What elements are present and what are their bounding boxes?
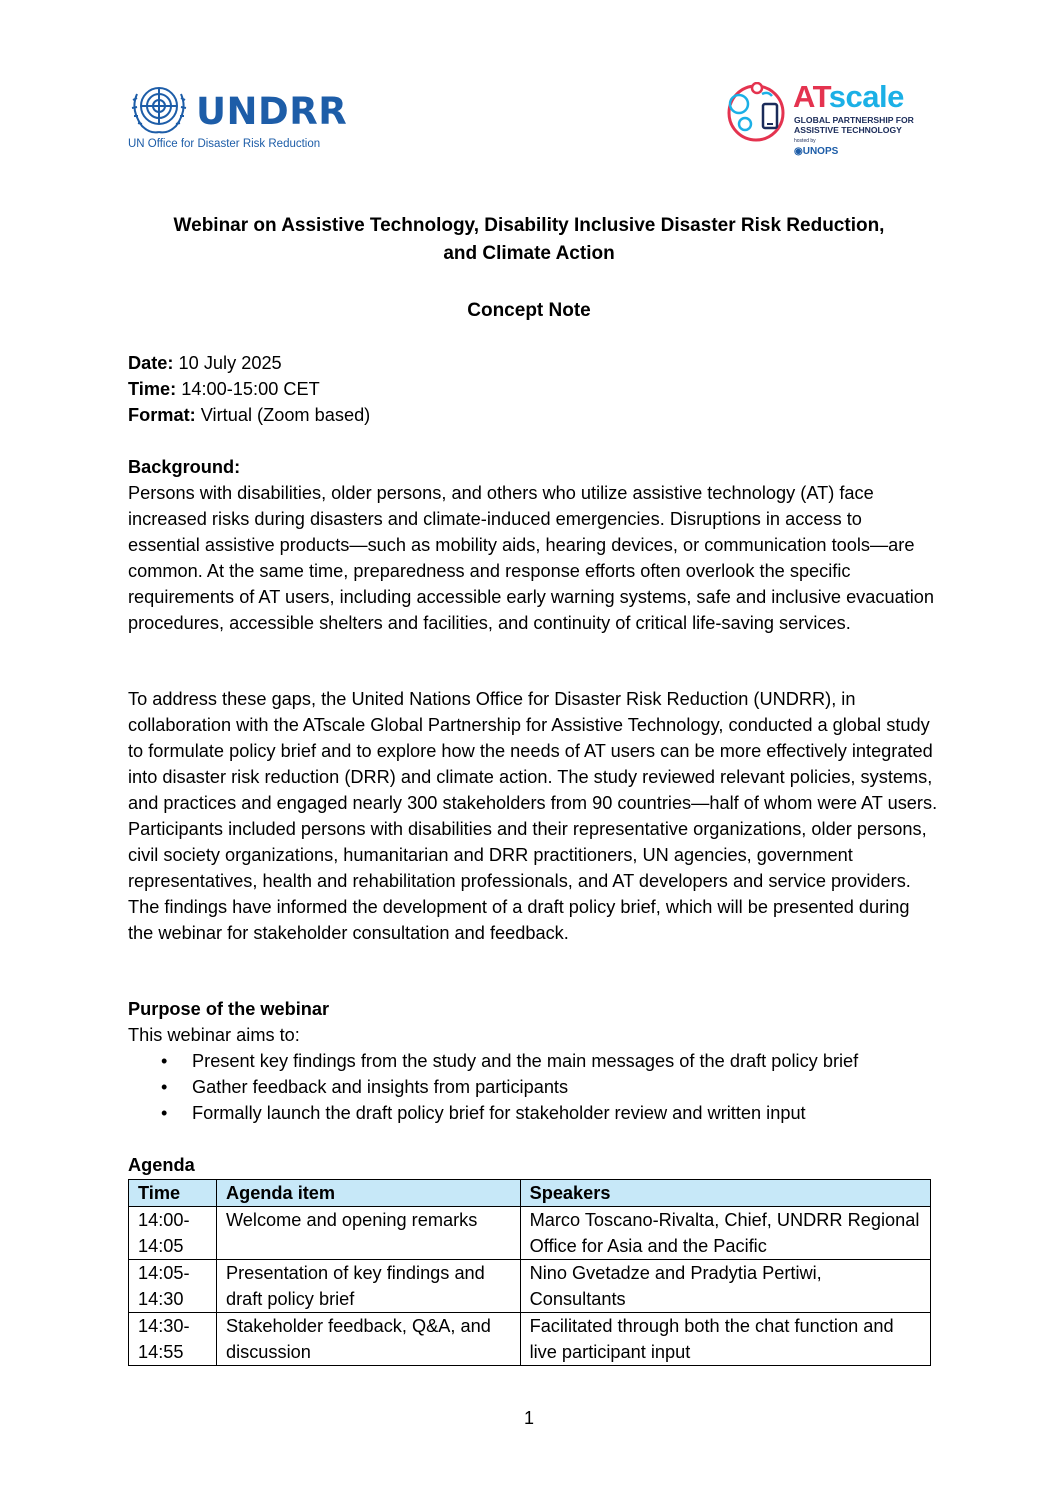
purpose-list [128, 1048, 938, 1126]
document-title-line1: Webinar on Assistive Technology, Disability Inclusive Disaster Risk Reduction, [173, 215, 885, 236]
speakers-cell: Marco Toscano-Rivalta, Chief, UNDRR Regional Office for Asia and the Pacific [520, 1207, 930, 1260]
unops-wordmark [794, 146, 838, 157]
column-header-speakers: Speakers [520, 1180, 930, 1207]
page-number: 1 [523, 1408, 534, 1428]
time-cell [129, 1313, 217, 1366]
document-subtitle: Concept Note [467, 300, 591, 321]
background-paragraph-1: Persons with disabilities, older persons, and others who utilize assistive technology (AT) face increased risks during disasters and climate-induced emergencies. Disruptions in access to essential assistive products—such as mobility aids, hearing devices, or communication tools—are common. At the same time, preparedness and response efforts often overlook the specific requirements of AT users, including accessible early warning systems, safe and inclusive evacuation procedures, accessible shelters and facilities, and continuity of critical life-saving services. [128, 483, 935, 633]
atscale-subtitle [794, 115, 914, 135]
time-end: 14:30 [138, 1289, 184, 1309]
undrr-logo [128, 80, 348, 155]
event-format [128, 402, 938, 428]
speakers-cell: Nino Gvetadze and Pradytia Pertiwi, Consultants [520, 1260, 930, 1313]
document-title-line2: and Climate Action [443, 243, 615, 264]
atscale-subtitle-line2: ASSISTIVE TECHNOLOGY [794, 125, 902, 135]
agenda-item-cell: Welcome and opening remarks [216, 1207, 520, 1260]
agenda-item-cell: Stakeholder feedback, Q&A, and discussion [216, 1313, 520, 1366]
purpose-heading: Purpose of the webinar [128, 999, 330, 1019]
event-time-value: 14:00-15:00 CET [176, 379, 320, 399]
agenda-header-row [129, 1180, 931, 1207]
time-cell [129, 1260, 217, 1313]
table-row [129, 1313, 931, 1366]
purpose-intro: This webinar aims to: [128, 1025, 300, 1045]
speakers-cell: Facilitated through both the chat function and live participant input [520, 1313, 930, 1366]
time-start: 14:30- [138, 1316, 190, 1336]
event-details [128, 350, 938, 428]
event-time [128, 376, 938, 402]
un-emblem-icon [128, 80, 190, 136]
time-cell [129, 1207, 217, 1260]
event-time-label: Time: [128, 379, 177, 399]
atscale-hosted-by: hosted by [794, 138, 816, 144]
atscale-subtitle-line1: GLOBAL PARTNERSHIP FOR [794, 115, 914, 125]
time-start: 14:05- [138, 1263, 190, 1283]
background-paragraph-2: To address these gaps, the United Nations Office for Disaster Risk Reduction (UNDRR), in collaboration with the ATscale Global Partnership for Assistive Technology, conducted a global study to formulate policy brief and to explore how the needs of AT users can be more effectively integrated into disaster risk reduction (DRR) and climate action. The study reviewed relevant policies, systems, and practices and engaged nearly 300 stakeholders from 90 countries—half of whom were AT users. Participants included persons with disabilities and their representative organizations, older persons, civil society organizations, humanitarian and DRR practitioners, UN agencies, government representatives, health and rehabilitation professionals, and AT developers and service providers. The findings have informed the development of a draft policy brief, which will be presented during the webinar for stakeholder consultation and feedback. [128, 689, 938, 943]
table-row [129, 1207, 931, 1260]
time-end: 14:55 [138, 1342, 184, 1362]
list-item: • Gather feedback and insights from participants [128, 1074, 938, 1100]
atscale-wordmark-at: AT [793, 79, 829, 114]
list-item: • Formally launch the draft policy brief for stakeholder review and written input [128, 1100, 938, 1126]
column-header-agenda-item: Agenda item [216, 1180, 520, 1207]
atscale-emblem-icon [725, 82, 789, 142]
agenda-heading: Agenda [128, 1155, 195, 1175]
atscale-wordmark [793, 80, 904, 114]
background-heading: Background: [128, 457, 241, 477]
event-date-label: Date: [128, 353, 174, 373]
table-row [129, 1260, 931, 1313]
unops-globe-icon: ◉ [794, 146, 803, 157]
event-format-value: Virtual (Zoom based) [195, 405, 371, 425]
time-start: 14:00- [138, 1210, 190, 1230]
unops-label: UNOPS [802, 146, 839, 157]
undrr-wordmark: UNDRR [196, 90, 348, 133]
atscale-wordmark-scale: scale [828, 79, 904, 114]
document-title [100, 212, 958, 268]
column-header-time: Time [129, 1180, 217, 1207]
undrr-tagline: UN Office for Disaster Risk Reduction [128, 138, 321, 150]
atscale-logo [725, 79, 925, 162]
agenda-item-cell: Presentation of key findings and draft policy brief [216, 1260, 520, 1313]
agenda-table [128, 1179, 931, 1366]
time-end: 14:05 [138, 1236, 184, 1256]
list-item: • Present key findings from the study and the main messages of the draft policy brief [128, 1048, 938, 1074]
event-format-label: Format: [128, 405, 196, 425]
event-date-value: 10 July 2025 [173, 353, 282, 373]
event-date [128, 350, 938, 376]
